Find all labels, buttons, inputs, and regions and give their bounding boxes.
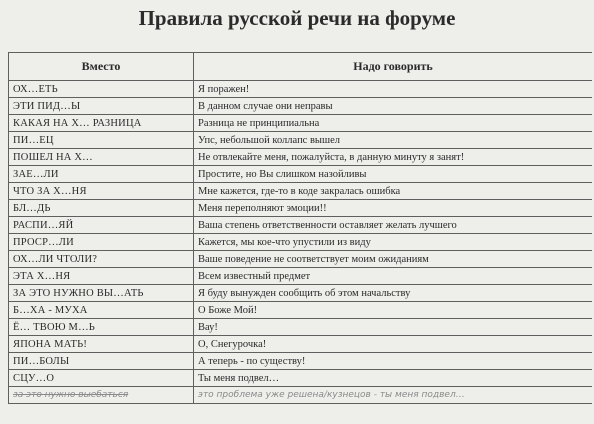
should-say-cell: Я поражен! (194, 81, 593, 98)
table-header-row (9, 53, 593, 81)
should-say-cell: Простите, но Вы слишком назойливы (194, 166, 593, 183)
should-say-cell: Разница не принципиальна (194, 115, 593, 132)
should-say-cell: Всем известный предмет (194, 268, 593, 285)
instead-cell: Б…ХА - МУХА (9, 302, 194, 319)
instead-cell: ЭТА Х…НЯ (9, 268, 194, 285)
should-say-cell: Кажется, мы кое-что упустили из виду (194, 234, 593, 251)
instead-cell: Ё… ТВОЮ М…Ь (9, 319, 194, 336)
should-say-cell: Упс, небольшой коллапс вышел (194, 132, 593, 149)
rules-table (8, 52, 592, 404)
column-header-instead: Вместо (9, 53, 194, 81)
column-header-should-say: Надо говорить (194, 53, 593, 81)
instead-cell: ПИ…ЕЦ (9, 132, 194, 149)
should-say-cell: Мне кажется, где-то в коде закралась ошибка (194, 183, 593, 200)
table-row (9, 268, 593, 285)
instead-cell: БЛ…ДЬ (9, 200, 194, 217)
handwritten-should-say-cell: это проблема уже решена/кузнецов - ты меня подвел… (194, 387, 593, 404)
instead-cell: ЭТИ ПИД…Ы (9, 98, 194, 115)
should-say-cell: Вау! (194, 319, 593, 336)
table-row (9, 200, 593, 217)
table-row (9, 251, 593, 268)
instead-cell: ПОШЕЛ НА Х… (9, 149, 194, 166)
rules-table-container (8, 52, 592, 424)
instead-cell: ЯПОНА МАТЬ! (9, 336, 194, 353)
should-say-cell: О Боже Мой! (194, 302, 593, 319)
table-row (9, 115, 593, 132)
table-row (9, 302, 593, 319)
table-row (9, 353, 593, 370)
instead-cell: ОХ…ЛИ ЧТОЛИ? (9, 251, 194, 268)
instead-cell: ПРОСР…ЛИ (9, 234, 194, 251)
table-row (9, 336, 593, 353)
instead-cell: СЦУ…О (9, 370, 194, 387)
table-row (9, 98, 593, 115)
instead-cell: ЗА ЭТО НУЖНО ВЫ…АТЬ (9, 285, 194, 302)
table-row (9, 285, 593, 302)
instead-cell: КАКАЯ НА Х… РАЗНИЦА (9, 115, 194, 132)
should-say-cell: О, Снегурочка! (194, 336, 593, 353)
table-row (9, 132, 593, 149)
instead-cell: ПИ…БОЛЫ (9, 353, 194, 370)
should-say-cell: Я буду вынужден сообщить об этом начальству (194, 285, 593, 302)
should-say-cell: А теперь - по существу! (194, 353, 593, 370)
table-row (9, 217, 593, 234)
table-row (9, 370, 593, 387)
table-row (9, 149, 593, 166)
should-say-cell: Ты меня подвел… (194, 370, 593, 387)
table-row (9, 183, 593, 200)
instead-cell: ЧТО ЗА Х…НЯ (9, 183, 194, 200)
table-body (9, 81, 593, 404)
table-row (9, 81, 593, 98)
table-row (9, 319, 593, 336)
should-say-cell: Ваше поведение не соответствует моим ожиданиям (194, 251, 593, 268)
table-row (9, 166, 593, 183)
instead-cell: ОХ…ЕТЬ (9, 81, 194, 98)
table-row (9, 234, 593, 251)
handwritten-row (9, 387, 593, 404)
handwritten-instead-cell: за это нужно выебаться (9, 387, 194, 404)
should-say-cell: Ваша степень ответственности оставляет желать лучшего (194, 217, 593, 234)
should-say-cell: Не отвлекайте меня, пожалуйста, в данную минуту я занят! (194, 149, 593, 166)
instead-cell: РАСПИ…ЯЙ (9, 217, 194, 234)
page-title: Правила русской речи на форуме (138, 6, 456, 30)
should-say-cell: Меня переполняют эмоции!! (194, 200, 593, 217)
instead-cell: ЗАЕ…ЛИ (9, 166, 194, 183)
should-say-cell: В данном случае они неправы (194, 98, 593, 115)
